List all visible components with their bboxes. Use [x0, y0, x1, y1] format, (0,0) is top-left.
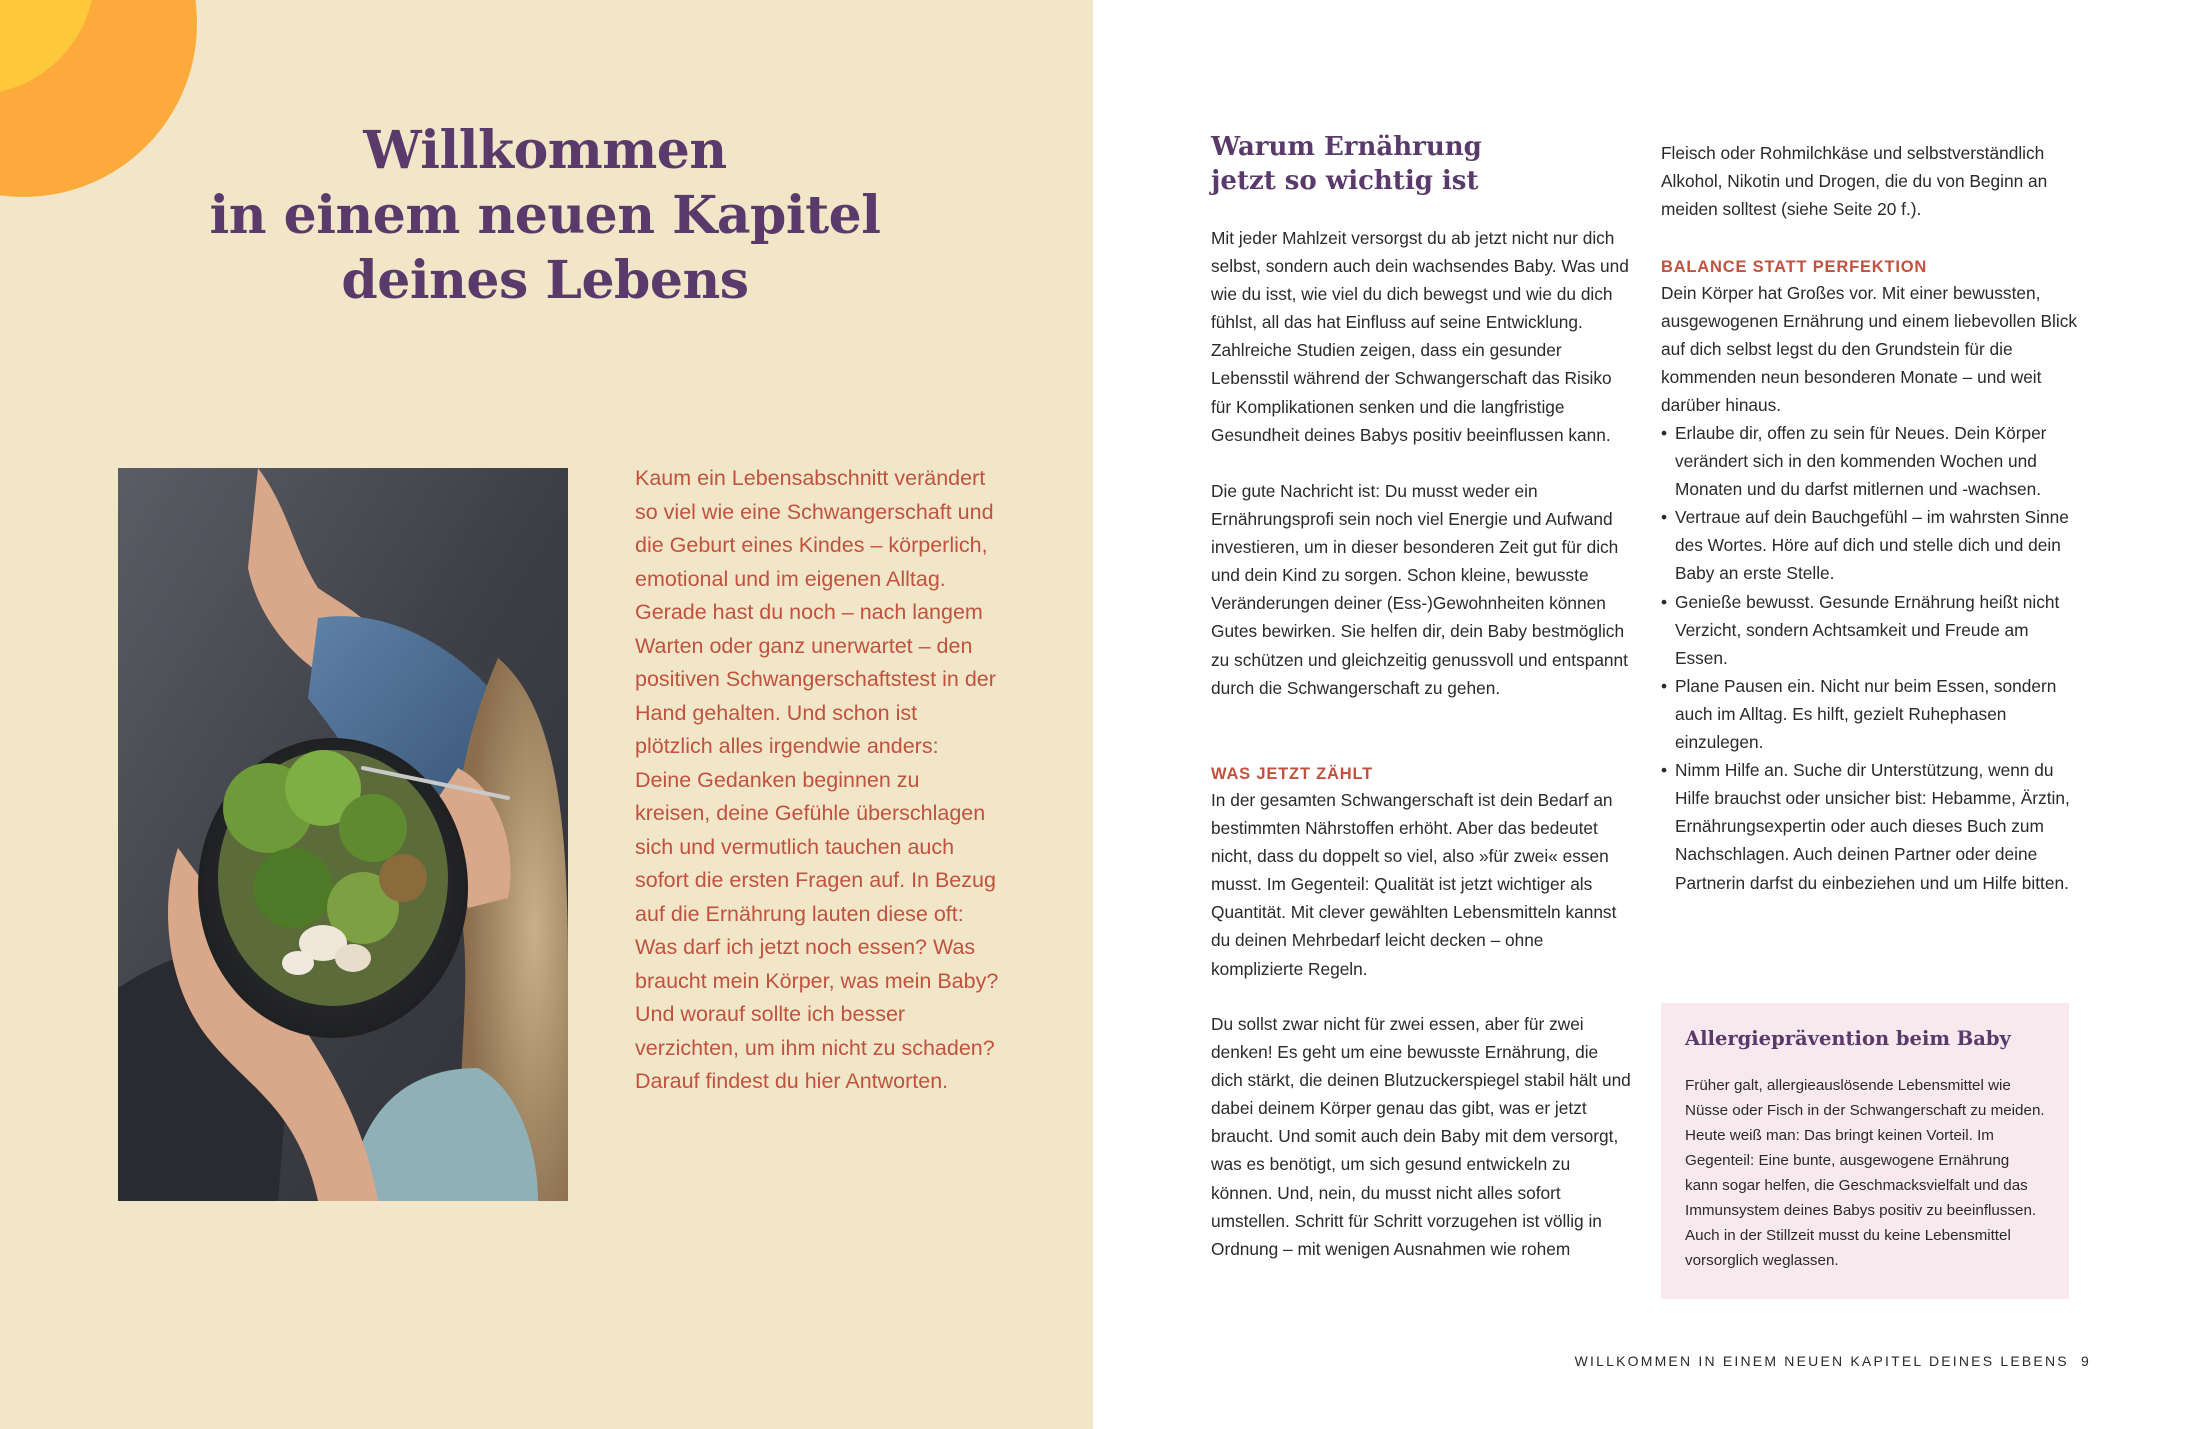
intro-text: Kaum ein Lebensabschnitt verändert so viel wie eine Schwangerschaft und die Geburt eines Kindes – körperlich, emotional und im eigenen Alltag. Gerade hast du noch – nach langem Warten oder ganz unerwartet – den positiven Schwangerschaftstest in der Hand gehalten. Und schon ist plötzlich alles irgendwie anders: Deine Gedanken beginnen zu kreisen, deine Gefühle überschlagen sich und vermutlich tauchen auch sofort die ersten Fragen auf. In Bezug auf die Ernährung lauten diese oft: Was darf ich jetzt noch essen? Was braucht mein Körper, was mein Baby? Und worauf sollte ich besser verzichten, um ihm nicht zu schaden? Darauf findest du hier Antworten.	[635, 466, 999, 1093]
subheading-was-jetzt-zaehlt: WAS JETZT ZÄHLT	[1211, 765, 1374, 783]
chapter-title-line-3: deines Lebens	[341, 250, 749, 311]
subheading-balance: BALANCE STATT PERFEKTION	[1661, 258, 1928, 276]
paragraph-think-for-two: Du sollst zwar nicht für zwei essen, aber für zwei denken! Es geht um eine bewusste Ernährung, die dich stärkt, die deinen Blutzuckerspiegel stabil hält und dabei deinem Körper genau das gibt, was er jetzt braucht. Und somit auch dein Baby mit dem versorgt, was es benötigt, um sich gesund entwickeln zu können. Und, nein, du musst nicht alles sofort umstellen. Schritt für Schritt vorzugehen ist völlig in Ordnung – mit wenigen Ausnahmen wie rohem	[1211, 1014, 1631, 1259]
paragraph-good-news: Die gute Nachricht ist: Du musst weder ein Ernährungsprofi sein noch viel Energie und Aufwand investieren, um in dieser besonderen Zeit gut für dich und dein Kind zu sorgen. Schon kleine, bewusste Veränderungen deiner (Ess-)Gewohnheiten können Gutes bewirken. Sie helfen dir, dein Baby bestmöglich zu schützen und gleichzeitig genussvoll und entspannt durch die Schwangerschaft zu gehen.	[1211, 481, 1628, 698]
paragraph-nutrient-needs: In der gesamten Schwangerschaft ist dein Bedarf an bestimmten Nährstoffen erhöht. Aber das bedeutet nicht, dass du doppelt so viel, also »für zwei« essen musst. Im Gegenteil: Qualität ist jetzt wichtiger als Quantität. Mit clever gewählten Lebensmitteln kannst du deinen Mehrbedarf leicht decken – ohne komplizierte Regeln.	[1211, 790, 1617, 979]
paragraph-avoid-list: Fleisch oder Rohmilchkäse und selbstverständlich Alkohol, Nikotin und Drogen, die du von Beginn an meiden solltest (siehe Seite 20 f.).	[1661, 143, 2048, 220]
list-item: • Genieße bewusst. Gesunde Ernährung heißt nicht Verzicht, sondern Achtsamkeit und Freude am Essen.	[1661, 588, 2081, 672]
chapter-title	[150, 118, 940, 313]
allergy-box-text: Früher galt, allergieauslösende Lebensmittel wie Nüsse oder Fisch in der Schwangerschaft zu meiden. Heute weiß man: Das bringt keinen Vorteil. Im Gegenteil: Eine bunte, ausgewogene Ernährung kann sogar helfen, die Geschmacksvielfalt und das Immunsystem deines Babys positiv zu beeinflussen. Auch in der Stillzeit musst du keine Lebensmittel vorsorglich weglassen.	[1685, 1077, 2045, 1269]
paragraph-nutrition-impact: Mit jeder Mahlzeit versorgst du ab jetzt nicht nur dich selbst, sondern auch dein wachsendes Baby. Was und wie du isst, wie viel du dich bewegst und wie du dich fühlst, all das hat Einfluss auf seine Entwicklung. Zahlreiche Studien zeigen, dass ein gesunder Lebensstil während der Schwangerschaft das Risiko für Komplikationen senken und die langfristige Gesundheit deines Babys positiv beeinflussen kann.	[1211, 228, 1629, 445]
section-heading	[1211, 130, 1482, 198]
paragraph-body-plans: Dein Körper hat Großes vor. Mit einer bewussten, ausgewogenen Ernährung und einem liebevollen Blick auf dich selbst legst du den Grundstein für die kommenden neun besonderen Monate – und weit darüber hinaus.	[1661, 283, 2077, 416]
page-number: 9	[2081, 1353, 2091, 1369]
list-item: • Vertraue auf dein Bauchgefühl – im wahrsten Sinne des Wortes. Höre auf dich und stelle dich und dein Baby an erste Stelle.	[1661, 503, 2081, 587]
page-footer	[1575, 1353, 2091, 1369]
running-footer-title: WILLKOMMEN IN EINEM NEUEN KAPITEL DEINES LEBENS	[1574, 1353, 2069, 1369]
list-item: • Plane Pausen ein. Nicht nur beim Essen, sondern auch im Alltag. Es hilft, gezielt Ruhephasen einzulegen.	[1661, 672, 2081, 756]
right-page	[1093, 0, 2185, 1429]
list-item: • Erlaube dir, offen zu sein für Neues. Dein Körper verändert sich in den kommenden Wochen und Monaten und du darfst mitlernen und -wachsen.	[1661, 419, 2081, 503]
list-item: • Nimm Hilfe an. Suche dir Unterstützung, wenn du Hilfe brauchst oder unsicher bist: Hebamme, Ärztin, Ernährungsexpertin oder auch dieses Buch zum Nachschlagen. Auch deinen Partner oder deine Partnerin darfst du einbeziehen und um Hilfe bitten.	[1661, 756, 2081, 896]
salad-bowl-photo	[118, 468, 568, 1201]
chapter-title-line-1: Willkommen	[363, 120, 727, 181]
section-heading-line-1: Warum Ernährung	[1211, 132, 1482, 162]
section-heading-line-2: jetzt so wichtig ist	[1211, 166, 1479, 196]
allergy-box-title: Allergieprävention beim Baby	[1685, 1027, 2011, 1050]
allergy-info-box	[1661, 1003, 2069, 1299]
chapter-title-line-2: in einem neuen Kapitel	[209, 185, 881, 246]
tips-list	[1661, 419, 2081, 897]
